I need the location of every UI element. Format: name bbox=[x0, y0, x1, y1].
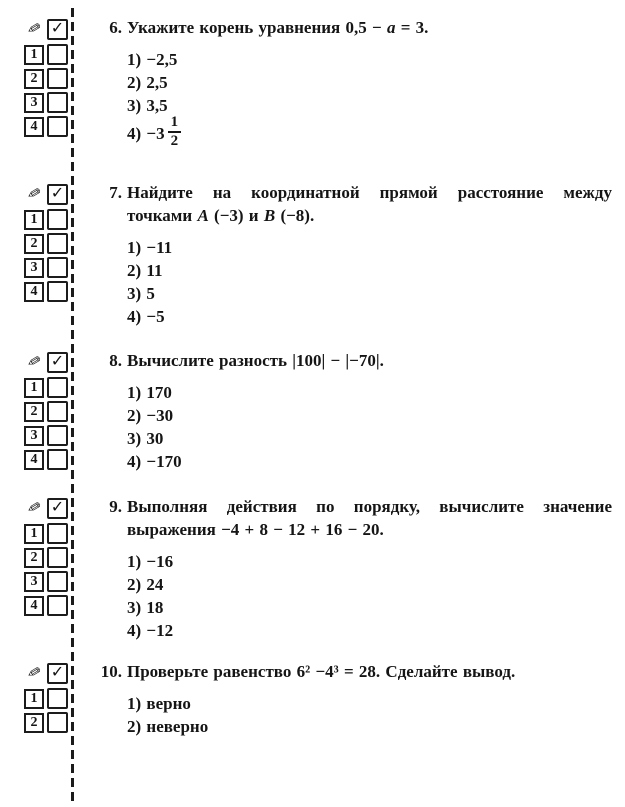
question-7-content bbox=[92, 181, 612, 328]
panel-choice-row bbox=[24, 547, 68, 568]
option: 4) −5 bbox=[127, 307, 165, 326]
option: 1) −11 bbox=[127, 238, 173, 257]
question-number: 9. bbox=[109, 497, 122, 516]
choice-checkbox[interactable] bbox=[47, 116, 68, 137]
choice-number-box: 4 bbox=[24, 117, 44, 137]
choice-number-box: 3 bbox=[24, 93, 44, 113]
choice-number-box: 3 bbox=[24, 572, 44, 592]
options-list bbox=[127, 48, 612, 153]
choice-checkbox[interactable] bbox=[47, 712, 68, 733]
options-list bbox=[127, 236, 612, 328]
question-6-answer-panel bbox=[24, 18, 68, 140]
choice-checkbox[interactable] bbox=[47, 281, 68, 302]
choice-number-box: 2 bbox=[24, 548, 44, 568]
choice-checkbox[interactable] bbox=[47, 233, 68, 254]
panel-choice-row bbox=[24, 116, 68, 137]
choice-number-box: 4 bbox=[24, 596, 44, 616]
panel-choice-row bbox=[24, 523, 68, 544]
option: 3) 5 bbox=[127, 284, 155, 303]
variable: B bbox=[263, 206, 276, 225]
question-body bbox=[127, 495, 612, 642]
choice-number-box: 1 bbox=[24, 524, 44, 544]
choice-checkbox[interactable] bbox=[47, 44, 68, 65]
choice-checkbox[interactable] bbox=[47, 257, 68, 278]
option: 2) −30 bbox=[127, 406, 174, 425]
choice-checkbox[interactable] bbox=[47, 377, 68, 398]
option-text: 4) −3 bbox=[127, 123, 165, 143]
choice-number-box: 1 bbox=[24, 689, 44, 709]
option: 3) 30 bbox=[127, 429, 164, 448]
choice-number-box: 4 bbox=[24, 282, 44, 302]
option: 3) 3,5 bbox=[127, 96, 168, 115]
marked-answer-checkbox[interactable] bbox=[47, 498, 68, 519]
choice-checkbox[interactable] bbox=[47, 209, 68, 230]
fraction-denominator: 2 bbox=[170, 133, 179, 149]
panel-header-row bbox=[24, 351, 68, 373]
options-list bbox=[127, 550, 612, 642]
option: 4) −170 bbox=[127, 452, 182, 471]
question-8-content bbox=[92, 349, 612, 473]
variable: a bbox=[386, 18, 396, 37]
choice-number-box: 1 bbox=[24, 210, 44, 230]
choice-number-box: 2 bbox=[24, 713, 44, 733]
panel-choice-row bbox=[24, 712, 68, 733]
panel-header-row bbox=[24, 18, 68, 40]
panel-choice-row bbox=[24, 233, 68, 254]
question-body bbox=[127, 16, 612, 153]
pencil-icon: ✎ bbox=[25, 496, 43, 519]
pencil-icon: ✎ bbox=[25, 182, 43, 205]
marked-answer-checkbox[interactable] bbox=[47, 19, 68, 40]
question-text-line bbox=[127, 16, 612, 39]
question-text: выражения −4 + 8 − 12 + 16 − 20. bbox=[127, 520, 384, 539]
choice-checkbox[interactable] bbox=[47, 449, 68, 470]
check-icon: ✓ bbox=[50, 497, 65, 516]
panel-choice-row bbox=[24, 401, 68, 422]
option bbox=[127, 114, 612, 153]
check-icon: ✓ bbox=[50, 662, 65, 681]
marked-answer-checkbox[interactable] bbox=[47, 352, 68, 373]
check-icon: ✓ bbox=[50, 351, 65, 370]
panel-header-row bbox=[24, 183, 68, 205]
choice-number-box: 2 bbox=[24, 402, 44, 422]
panel-choice-row bbox=[24, 688, 68, 709]
question-text-line bbox=[127, 518, 612, 541]
panel-choice-row bbox=[24, 281, 68, 302]
variable: A bbox=[197, 206, 209, 225]
option: 1) −16 bbox=[127, 552, 174, 571]
question-text-line bbox=[127, 660, 612, 683]
choice-number-box: 3 bbox=[24, 426, 44, 446]
question-number: 7. bbox=[109, 183, 122, 202]
panel-choice-row bbox=[24, 68, 68, 89]
choice-checkbox[interactable] bbox=[47, 425, 68, 446]
question-10-answer-panel bbox=[24, 662, 68, 736]
panel-choice-row bbox=[24, 44, 68, 65]
question-text-line bbox=[127, 181, 612, 204]
question-7-answer-panel bbox=[24, 183, 68, 305]
question-number: 6. bbox=[109, 18, 122, 37]
question-body bbox=[127, 660, 612, 738]
question-text: = 3. bbox=[395, 18, 429, 37]
option: 3) 18 bbox=[127, 598, 164, 617]
choice-number-box: 2 bbox=[24, 234, 44, 254]
question-text: точками bbox=[127, 206, 198, 225]
panel-choice-row bbox=[24, 209, 68, 230]
panel-choice-row bbox=[24, 595, 68, 616]
question-9-content bbox=[92, 495, 612, 642]
pencil-icon: ✎ bbox=[25, 350, 43, 373]
choice-checkbox[interactable] bbox=[47, 571, 68, 592]
choice-number-box: 2 bbox=[24, 69, 44, 89]
marked-answer-checkbox[interactable] bbox=[47, 184, 68, 205]
pencil-icon: ✎ bbox=[25, 17, 43, 40]
question-text: Найдите на координатной прямой расстояние между bbox=[127, 183, 612, 202]
fraction bbox=[168, 114, 182, 150]
options-list bbox=[127, 381, 612, 473]
check-icon: ✓ bbox=[50, 18, 65, 37]
fraction-numerator: 1 bbox=[168, 114, 182, 133]
panel-choice-row bbox=[24, 571, 68, 592]
question-body bbox=[127, 181, 612, 328]
choice-checkbox[interactable] bbox=[47, 595, 68, 616]
choice-checkbox[interactable] bbox=[47, 92, 68, 113]
marked-answer-checkbox[interactable] bbox=[47, 663, 68, 684]
panel-choice-row bbox=[24, 377, 68, 398]
panel-header-row bbox=[24, 662, 68, 684]
option: 1) 170 bbox=[127, 383, 172, 402]
question-text: (−8). bbox=[275, 206, 315, 225]
panel-choice-row bbox=[24, 257, 68, 278]
option: 2) 2,5 bbox=[127, 73, 168, 92]
question-10-content bbox=[92, 660, 612, 738]
question-text-line bbox=[127, 495, 612, 518]
question-text-line bbox=[127, 349, 612, 372]
pencil-icon: ✎ bbox=[25, 661, 43, 684]
question-text: Вычислите разность |100| − |−70|. bbox=[127, 351, 384, 370]
question-text: Выполняя действия по порядку, вычислите значение bbox=[127, 497, 612, 516]
question-text-line bbox=[127, 204, 612, 227]
choice-checkbox[interactable] bbox=[47, 401, 68, 422]
panel-choice-row bbox=[24, 425, 68, 446]
choice-checkbox[interactable] bbox=[47, 68, 68, 89]
question-number: 8. bbox=[109, 351, 122, 370]
choice-number-box: 1 bbox=[24, 45, 44, 65]
check-icon: ✓ bbox=[50, 183, 65, 202]
question-8-answer-panel bbox=[24, 351, 68, 473]
question-text: (−3) и bbox=[208, 206, 264, 225]
question-text: Укажите корень уравнения 0,5 − bbox=[127, 18, 387, 37]
option: 2) 11 bbox=[127, 261, 163, 280]
choice-checkbox[interactable] bbox=[47, 523, 68, 544]
option: 2) 24 bbox=[127, 575, 164, 594]
option: 2) неверно bbox=[127, 717, 209, 736]
question-number: 10. bbox=[100, 662, 122, 681]
panel-header-row bbox=[24, 497, 68, 519]
choice-checkbox[interactable] bbox=[47, 547, 68, 568]
options-list bbox=[127, 692, 612, 738]
option: 1) верно bbox=[127, 694, 191, 713]
option: 1) −2,5 bbox=[127, 50, 178, 69]
option: 4) −12 bbox=[127, 621, 174, 640]
panel-choice-row bbox=[24, 449, 68, 470]
choice-number-box: 4 bbox=[24, 450, 44, 470]
dashed-separator bbox=[71, 8, 74, 804]
choice-number-box: 3 bbox=[24, 258, 44, 278]
choice-checkbox[interactable] bbox=[47, 688, 68, 709]
question-body bbox=[127, 349, 612, 473]
question-text: Проверьте равенство 6² −4³ = 28. Сделайте вывод. bbox=[127, 662, 516, 681]
choice-number-box: 1 bbox=[24, 378, 44, 398]
question-6-content bbox=[92, 16, 612, 153]
question-9-answer-panel bbox=[24, 497, 68, 619]
panel-choice-row bbox=[24, 92, 68, 113]
